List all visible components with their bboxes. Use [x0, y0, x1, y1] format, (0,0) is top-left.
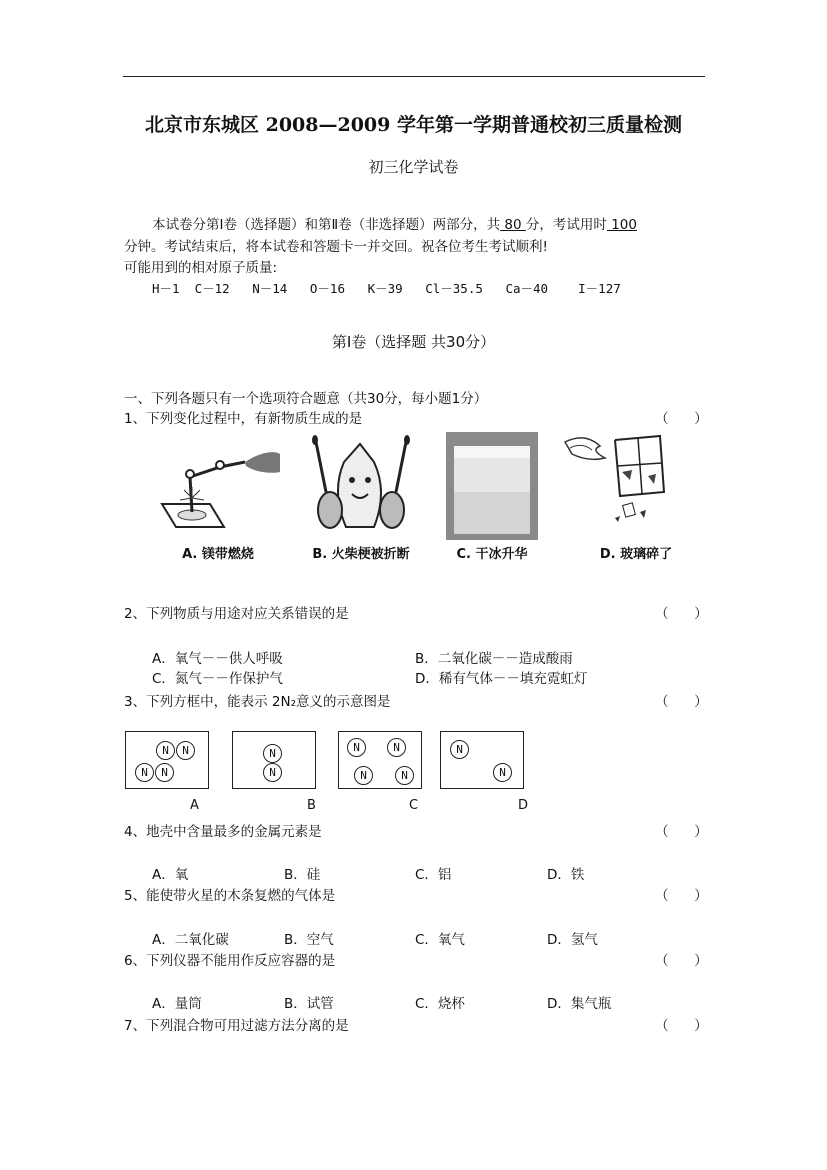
q2-option-c[interactable]: C．氮气－－作保护气 [152, 671, 283, 687]
atomic-masses: H－1 C－12 N－14 O－16 K－39 Cl－35.5 Ca－40 I－127 [152, 281, 621, 296]
n-atom: N [354, 766, 373, 785]
q1-answer-paren[interactable]: （ ） [655, 411, 708, 427]
q5-option-c[interactable]: C．氧气 [415, 932, 465, 948]
q7-answer-paren[interactable]: （ ） [655, 1018, 708, 1034]
q1-caption-a: A. 镁带燃烧 [182, 547, 254, 562]
q2-option-a[interactable]: A．氧气－－供人呼吸 [152, 651, 283, 667]
q6-option-b[interactable]: B．试管 [284, 996, 334, 1012]
q3-box-b[interactable] [232, 731, 316, 789]
q3-stem: 3、下列方框中，能表示 2N₂意义的示意图是 [124, 694, 391, 710]
q1-caption-c: C. 干冰升华 [456, 547, 528, 562]
n-atom: N [347, 738, 366, 757]
q4-option-d[interactable]: D．铁 [547, 867, 585, 883]
total-score: 80 [500, 217, 526, 233]
q5-option-a[interactable]: A．二氧化碳 [152, 932, 229, 948]
n-atom: N [493, 763, 512, 782]
intro-line-3: 可能用到的相对原子质量: [124, 260, 278, 276]
q3-box-d[interactable] [440, 731, 524, 789]
top-rule [123, 76, 705, 77]
q6-answer-paren[interactable]: （ ） [655, 953, 708, 969]
n-atom: N [135, 763, 154, 782]
q3-answer-paren[interactable]: （ ） [655, 694, 708, 710]
q6-option-d[interactable]: D．集气瓶 [547, 996, 612, 1012]
q4-option-a[interactable]: A．氧 [152, 867, 189, 883]
q6-stem: 6、下列仪器不能用作反应容器的是 [124, 953, 336, 969]
intro-text-b: 分，考试用时 [525, 217, 607, 233]
q3-label-d: D [518, 798, 529, 813]
q4-stem: 4、地壳中含量最多的金属元素是 [124, 824, 322, 840]
q2-answer-paren[interactable]: （ ） [655, 606, 708, 622]
intro-line-1 [152, 213, 637, 233]
n-atom: N [263, 763, 282, 782]
intro-text-a: 本试卷分第Ⅰ卷（选择题）和第Ⅱ卷（非选择题）两部分，共 [152, 217, 501, 233]
n-atom: N [387, 738, 406, 757]
q4-answer-paren[interactable]: （ ） [655, 824, 708, 840]
section-instruction: 一、下列各题只有一个选项符合题意（共30分，每小题1分） [124, 391, 488, 407]
page-title: 北京市东城区 2008—2009 学年第一学期普通校初三质量检测 [145, 114, 682, 136]
q2-option-b[interactable]: B．二氧化碳－－造成酸雨 [415, 651, 573, 667]
page-subtitle: 初三化学试卷 [368, 158, 459, 176]
q3-label-c: C [409, 798, 419, 813]
exam-time: 100 [606, 217, 637, 233]
q3-label-b: B [307, 798, 316, 813]
q5-stem: 5、能使带火星的木条复燃的气体是 [124, 888, 336, 904]
q4-option-b[interactable]: B．硅 [284, 867, 321, 883]
n-atom: N [263, 744, 282, 763]
n-atom: N [176, 741, 195, 760]
q1-caption-d: D. 玻璃碎了 [599, 547, 673, 562]
q7-stem: 7、下列混合物可用过滤方法分离的是 [124, 1018, 349, 1034]
q1-image-c [446, 432, 538, 564]
q3-box-c[interactable] [338, 731, 422, 789]
n-atom: N [155, 763, 174, 782]
intro-line-2: 分钟。考试结束后，将本试卷和答题卡一并交回。祝各位考生考试顺利! [124, 239, 548, 255]
q1-image-d [560, 432, 712, 564]
q1-stem: 1、下列变化过程中，有新物质生成的是 [124, 411, 363, 427]
q1-image-b [296, 432, 426, 564]
q1-image-a [150, 432, 286, 564]
q6-option-c[interactable]: C．烧杯 [415, 996, 465, 1012]
q5-option-d[interactable]: D．氢气 [547, 932, 598, 948]
q4-option-c[interactable]: C．铝 [415, 867, 452, 883]
q3-box-a[interactable] [125, 731, 209, 789]
section-heading: 第Ⅰ卷（选择题 共30分） [331, 333, 496, 351]
q1-caption-b: B. 火柴梗被折断 [312, 547, 410, 562]
n-atom: N [156, 741, 175, 760]
q2-stem: 2、下列物质与用途对应关系错误的是 [124, 606, 349, 622]
n-atom: N [450, 740, 469, 759]
q5-option-b[interactable]: B．空气 [284, 932, 334, 948]
q1-figure [150, 432, 712, 564]
q2-option-d[interactable]: D．稀有气体－－填充霓虹灯 [415, 671, 588, 687]
q5-answer-paren[interactable]: （ ） [655, 888, 708, 904]
q6-option-a[interactable]: A．量筒 [152, 996, 202, 1012]
q3-label-a: A [190, 798, 199, 813]
n-atom: N [395, 766, 414, 785]
